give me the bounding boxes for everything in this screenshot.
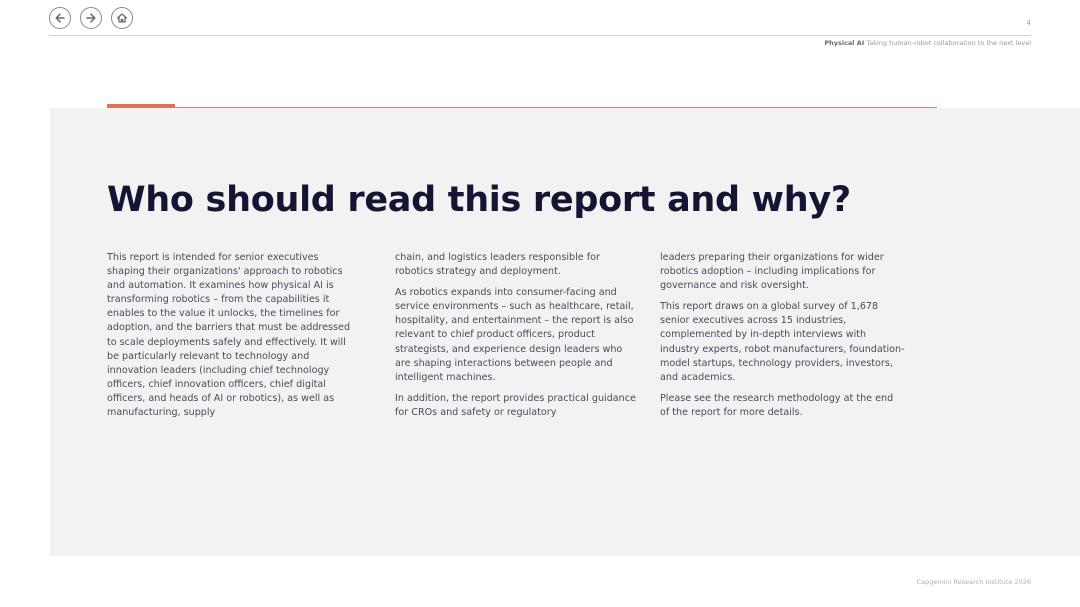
arrow-right-icon [84,11,98,25]
text-column-1 [107,251,357,427]
paragraph: leaders preparing their organizations for wider robotics adoption – including implications for governance and risk oversight. [660,252,884,292]
back-button[interactable] [49,7,71,29]
home-button[interactable] [111,7,133,29]
page-number: 4 [1026,19,1031,27]
copyright-notice: Capgemini Research Institute 2026 [916,578,1031,586]
navigation-bar [49,7,133,29]
running-header [824,39,1031,47]
paragraph: Please see the research methodology at the end of the report for more details. [660,392,894,418]
paragraph: This report is intended for senior executives shaping their organizations' approach to robotics and automation. It examines how physical AI is transforming robotics – from the capabilities it enables to the value it unlocks, the timelines for adoption, and the barriers that must be addressed to scale deployments safely and effectively. It will be particularly relevant to technology and innovation leaders (including chief technology officers, chief innovation officers, chief digital officers, and heads of AI or robotics), as well as manufacturing, supply [107,252,351,419]
paragraph: As robotics expands into consumer-facing and service environments – such as healthcare, retail, hospitality, and entertainment – the report is also relevant to chief product officers, product strategists, and experience design leaders who are shaping interactions between people and intelligent machines. [395,287,634,383]
accent-bar [107,104,175,108]
text-column-3 [660,251,905,427]
header-divider [49,35,1031,36]
accent-rule [107,107,937,108]
paragraph: chain, and logistics leaders responsible for robotics strategy and deployment. [395,252,600,278]
forward-button[interactable] [80,7,102,29]
paragraph: In addition, the report provides practical guidance for CROs and safety or regulatory [395,392,636,418]
paragraph: This report draws on a global survey of 1,678 senior executives across 15 industries, complemented by in-depth interviews with industry experts, robot manufacturers, foundation-model startups, technology providers, investors, and academics. [660,301,905,383]
report-title: Physical AI [824,39,865,47]
arrow-left-icon [53,11,67,25]
text-column-2 [395,251,640,427]
home-icon [115,11,129,25]
page-title: Who should read this report and why? [107,180,851,220]
report-subtitle: Taking human-robot collaboration to the next level [866,39,1031,47]
